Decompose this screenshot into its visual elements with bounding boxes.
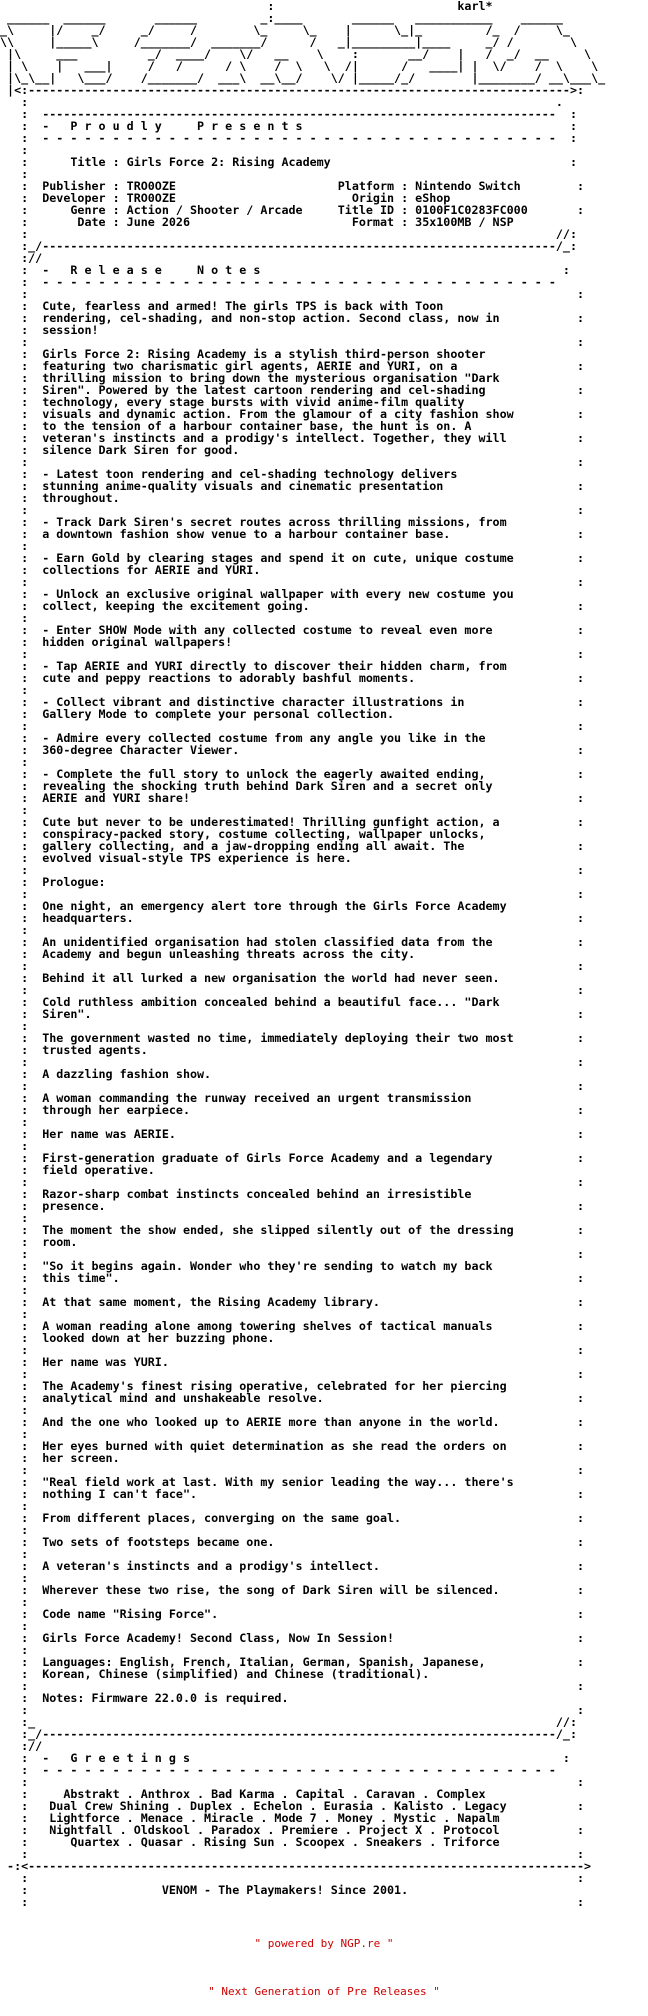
nfo-line: : bbox=[0, 1403, 29, 1417]
nfo-line: : rendering, cel-shading, and non-stop action. Second class, now in : bbox=[0, 311, 585, 325]
nfo-line: : stunning anime-quality visuals and cinematic presentation : bbox=[0, 479, 585, 493]
nfo-line: : Her eyes burned with quiet determination as she read the orders on : bbox=[0, 1439, 585, 1453]
nfo-line: : AERIE and YURI share! : bbox=[0, 791, 585, 805]
nfo-line: :_/-------------------------------------------------------------------------/_: bbox=[0, 1727, 577, 1741]
nfo-line: : "Real field work at last. With my senior leading the way... there's bbox=[0, 1475, 514, 1489]
nfo-line: : - Latest toon rendering and cel-shading technology delivers bbox=[0, 467, 458, 481]
nfo-line: : Cold ruthless ambition concealed behind a beautiful face... "Dark bbox=[0, 995, 500, 1009]
nfo-line: : At that same moment, the Rising Academy library. : bbox=[0, 1295, 585, 1309]
nfo-line: : trusted agents. bbox=[0, 1043, 148, 1057]
nfo-line: : bbox=[0, 611, 29, 625]
nfo-line: : session! bbox=[0, 323, 99, 337]
nfo-line: : - - - - - - - - - - - - - - - - - - - - - - - - - - - - - - - - - - - - - bbox=[0, 1763, 556, 1777]
nfo-line: : - Track Dark Siren's secret routes across thrilling missions, from bbox=[0, 515, 507, 529]
nfo-line: : : bbox=[0, 335, 585, 349]
nfo-line: : bbox=[0, 683, 29, 697]
nfo-line: : presence. : bbox=[0, 1199, 585, 1213]
nfo-line: : visuals and dynamic action. From the glamour of a city fashion show : bbox=[0, 407, 585, 421]
nfo-line: : conspiracy-packed story, costume collecting, wallpaper unlocks, bbox=[0, 827, 486, 841]
nfo-line: : Title : Girls Force 2: Rising Academy : bbox=[0, 155, 577, 169]
nfo-line: ______ ______ ______ _:____ ______ ___________ ______ bbox=[0, 11, 563, 25]
nfo-line: : : bbox=[0, 959, 585, 973]
nfo-line: : Developer : TRO0OZE Origin : eShop bbox=[0, 191, 451, 205]
nfo-line: : And the one who looked up to AERIE more than anyone in the world. : bbox=[0, 1415, 585, 1429]
nfo-line: -:<-------------------------------------------------------------------------------> bbox=[0, 1859, 592, 1873]
nfo-line: : - Unlock an exclusive original wallpaper with every new costume you bbox=[0, 587, 514, 601]
nfo-line: : : bbox=[0, 1463, 585, 1477]
nfo-line: : nothing I can't face". : bbox=[0, 1487, 585, 1501]
nfo-line: : room. bbox=[0, 1235, 78, 1249]
nfo-line: : technology, every stage bursts with vivid anime-film quality bbox=[0, 395, 465, 409]
nfo-line: : headquarters. : bbox=[0, 911, 585, 925]
nfo-line: : bbox=[0, 1595, 29, 1609]
nfo-line: : - Complete the full story to unlock the eagerly awaited ending, : bbox=[0, 767, 585, 781]
nfo-line: : Academy and begun unleashing threats across the city. bbox=[0, 947, 416, 961]
nfo-line: : : bbox=[0, 1079, 585, 1093]
nfo-line: : An unidentified organisation had stolen classified data from the : bbox=[0, 935, 585, 949]
nfo-line: : her screen. bbox=[0, 1451, 120, 1465]
nfo-line: : bbox=[0, 1427, 29, 1441]
nfo-line: : - Collect vibrant and distinctive character illustrations in : bbox=[0, 695, 585, 709]
nfo-line: : collect, keeping the excitement going. : bbox=[0, 599, 585, 613]
nfo-line: : Wherever these two rise, the song of Dark Siren will be silenced. : bbox=[0, 1583, 585, 1597]
nfo-line: : bbox=[0, 1019, 29, 1033]
nfo-line: : thrilling mission to bring down the mysterious organisation "Dark bbox=[0, 371, 500, 385]
nfo-line: |\_\__| \___/ /_______/ ___\ __\__/ \/ |_____/_/ |________/ __\___\_ bbox=[0, 71, 606, 85]
nfo-line: : ------------------------------------------------------------------------- : bbox=[0, 107, 577, 121]
nfo-line: : - - - - - - - - - - - - - - - - - - - - - - - - - - - - - - - - - - - - - : bbox=[0, 131, 577, 145]
nfo-line: : : bbox=[0, 1871, 585, 1885]
nfo-line: : through her earpiece. : bbox=[0, 1103, 585, 1117]
nfo-line: : - G r e e t i n g s : bbox=[0, 1751, 570, 1765]
nfo-line: : - P r o u d l y P r e s e n t s : bbox=[0, 119, 577, 133]
nfo-line: : Girls Force 2: Rising Academy is a stylish third-person shooter bbox=[0, 347, 486, 361]
nfo-line: : bbox=[0, 1283, 29, 1297]
nfo-line: : : bbox=[0, 1055, 585, 1069]
nfo-line: : : bbox=[0, 1775, 585, 1789]
nfo-line: : : bbox=[0, 887, 585, 901]
nfo-line: : : bbox=[0, 503, 585, 517]
nfo-line: : : bbox=[0, 863, 585, 877]
nfo-line: : looked down at her buzzing phone. bbox=[0, 1331, 275, 1345]
nfo-line: : Cute but never to be underestimated! Thrilling gunfight action, a : bbox=[0, 815, 585, 829]
nfo-line: : Lightforce . Menace . Miracle . Mode 7 . Money . Mystic . Napalm bbox=[0, 1811, 500, 1825]
nfo-line: : field operative. bbox=[0, 1163, 155, 1177]
nfo-line: : Gallery Mode to complete your personal collection. bbox=[0, 707, 395, 721]
nfo-line: : : bbox=[0, 455, 585, 469]
nfo-line: |\ ___ _/ ____/ \/ __ \ : __/ | / _/ __ \ bbox=[0, 47, 592, 61]
footer-tagline: " Next Generation of Pre Releases " bbox=[208, 1985, 440, 1998]
nfo-line: : to the tension of a harbour container base, the hunt is on. A bbox=[0, 419, 472, 433]
nfo-line: : The Academy's finest rising operative, celebrated for her piercing bbox=[0, 1379, 507, 1393]
nfo-line: : Her name was YURI. bbox=[0, 1355, 169, 1369]
nfo-line: : bbox=[0, 1307, 29, 1321]
nfo-line: : First-generation graduate of Girls Force Academy and a legendary : bbox=[0, 1151, 585, 1165]
nfo-line: : bbox=[0, 539, 29, 553]
footer-powered-by: " powered by NGP.re " bbox=[254, 1937, 394, 1950]
nfo-line: : : bbox=[0, 1703, 585, 1717]
nfo-line: : : bbox=[0, 1367, 585, 1381]
nfo-line: : gallery collecting, and a jaw-dropping ending all await. The : bbox=[0, 839, 585, 853]
nfo-line: : : bbox=[0, 1175, 585, 1189]
nfo-line: : silence Dark Siren for good. bbox=[0, 443, 240, 457]
nfo-line: : Siren". Powered by the latest cartoon rendering and cel-shading : bbox=[0, 383, 585, 397]
nfo-line: : The moment the show ended, she slipped silently out of the dressing : bbox=[0, 1223, 585, 1237]
nfo-line: : - - - - - - - - - - - - - - - - - - - - - - - - - - - - - - - - - - - - - bbox=[0, 275, 556, 289]
nfo-line: : A woman reading alone among towering shelves of tactical manuals : bbox=[0, 1319, 585, 1333]
nfo-line: : collections for AERIE and YURI. bbox=[0, 563, 261, 577]
nfo-line: : revealing the shocking truth behind Dark Siren and a secret only bbox=[0, 779, 493, 793]
nfo-line: : this time". : bbox=[0, 1271, 585, 1285]
nfo-line: : "So it begins again. Wonder who they're sending to watch my back bbox=[0, 1259, 493, 1273]
nfo-line: : Her name was AERIE. : bbox=[0, 1127, 585, 1141]
nfo-line: : bbox=[0, 755, 29, 769]
nfo-line: : karl* bbox=[0, 0, 493, 13]
nfo-line: : Korean, Chinese (simplified) and Chinese (traditional). bbox=[0, 1667, 430, 1681]
nfo-line: : bbox=[0, 1571, 29, 1585]
nfo-line: : : bbox=[0, 983, 585, 997]
nfo-line: :// bbox=[0, 1739, 43, 1753]
nfo-line: : : bbox=[0, 647, 585, 661]
nfo-line: _\ |/ _/ _/ / \_ \_ | \_|_ /_ / \_ bbox=[0, 23, 570, 37]
nfo-line: : : bbox=[0, 1679, 585, 1693]
nfo-line: \\ |_____\ /_______/ _______/ / _|_________|____ _/ / \ bbox=[0, 35, 577, 49]
nfo-line: : - R e l e a s e N o t e s : bbox=[0, 263, 570, 277]
nfo-line: : bbox=[0, 923, 29, 937]
nfo-line: : Notes: Firmware 22.0.0 is required. bbox=[0, 1691, 289, 1705]
nfo-line: : Nightfall . Oldskool . Paradox . Premiere . Project X . Protocol : bbox=[0, 1823, 585, 1837]
nfo-line: : bbox=[0, 1523, 29, 1537]
nfo-line: : Date : June 2026 Format : 35x100MB / NSP bbox=[0, 215, 514, 229]
nfo-line: : hidden original wallpapers! bbox=[0, 635, 233, 649]
nfo-line: : Genre : Action / Shooter / Arcade Title ID : 0100F1C0283FC000 : bbox=[0, 203, 585, 217]
nfo-line: : veteran's instincts and a prodigy's intellect. Together, they will : bbox=[0, 431, 585, 445]
nfo-line: : a downtown fashion show venue to a harbour container base. : bbox=[0, 527, 585, 541]
nfo-line: : cute and peppy reactions to adorably bashful moments. : bbox=[0, 671, 585, 685]
nfo-line: : Girls Force Academy! Second Class, Now In Session! : bbox=[0, 1631, 585, 1645]
footer bbox=[0, 1904, 648, 2016]
nfo-line: : Cute, fearless and armed! The girls TPS is back with Toon bbox=[0, 299, 444, 313]
nfo-line: : : bbox=[0, 719, 585, 733]
nfo-line: : The government wasted no time, immediately deploying their two most : bbox=[0, 1031, 585, 1045]
nfo-line: : bbox=[0, 143, 29, 157]
nfo-line: : Behind it all lurked a new organisation the world had never seen. bbox=[0, 971, 500, 985]
nfo-line: : A dazzling fashion show. bbox=[0, 1067, 212, 1081]
nfo-line: : : bbox=[0, 1247, 585, 1261]
nfo-line: : analytical mind and unshakeable resolve. : bbox=[0, 1391, 585, 1405]
nfo-line: : One night, an emergency alert tore through the Girls Force Academy bbox=[0, 899, 507, 913]
nfo-line: :_ //: bbox=[0, 1715, 577, 1729]
nfo-line: : bbox=[0, 167, 29, 181]
nfo-line: : VENOM - The Playmakers! Since 2001. bbox=[0, 1883, 409, 1897]
nfo-line: : A veteran's instincts and a prodigy's intellect. : bbox=[0, 1559, 585, 1573]
nfo-line: : evolved visual-style TPS experience is here. bbox=[0, 851, 352, 865]
nfo-line: : bbox=[0, 1211, 29, 1225]
nfo-line: : : bbox=[0, 1847, 585, 1861]
nfo-line: : Code name "Rising Force". : bbox=[0, 1607, 585, 1621]
nfo-line: : . bbox=[0, 95, 563, 109]
nfo-line: : Prologue: bbox=[0, 875, 106, 889]
nfo-line: : A woman commanding the runway received an urgent transmission bbox=[0, 1091, 472, 1105]
nfo-line: : bbox=[0, 1547, 29, 1561]
nfo-line: : //: bbox=[0, 227, 577, 241]
nfo-line: : - Admire every collected costume from any angle you like in the bbox=[0, 731, 486, 745]
nfo-line: : featuring two charismatic girl agents, AERIE and YURI, on a : bbox=[0, 359, 585, 373]
nfo-line: : : bbox=[0, 287, 585, 301]
nfo-line: : throughout. bbox=[0, 491, 120, 505]
nfo-line: : From different places, converging on the same goal. : bbox=[0, 1511, 585, 1525]
nfo-line: :// bbox=[0, 251, 43, 265]
nfo-line: : : bbox=[0, 575, 585, 589]
nfo-line: : - Tap AERIE and YURI directly to discover their hidden charm, from bbox=[0, 659, 507, 673]
nfo-line: : bbox=[0, 1643, 29, 1657]
nfo-line: : Two sets of footsteps became one. : bbox=[0, 1535, 585, 1549]
nfo-line: : - Enter SHOW Mode with any collected costume to reveal even more : bbox=[0, 623, 585, 637]
nfo-line: : Razor-sharp combat instincts concealed behind an irresistible bbox=[0, 1187, 472, 1201]
nfo-line: : bbox=[0, 1619, 29, 1633]
nfo-line: : bbox=[0, 1115, 29, 1129]
nfo-line: | \ | ___| / / / \ / \ \ /| / ____| | \/ / \ \ bbox=[0, 59, 599, 73]
nfo-line: : bbox=[0, 1499, 29, 1513]
nfo-line: : : bbox=[0, 1895, 585, 1909]
nfo-line: : Languages: English, French, Italian, German, Spanish, Japanese, : bbox=[0, 1655, 585, 1669]
nfo-line: : 360-degree Character Viewer. : bbox=[0, 743, 585, 757]
nfo-line: : Dual Crew Shining . Duplex . Echelon . Eurasia . Kalisto . Legacy : bbox=[0, 1799, 585, 1813]
nfo-line: : bbox=[0, 1139, 29, 1153]
nfo-line: : bbox=[0, 803, 29, 817]
nfo-line: |<:----------------------------------------------------------------------------->: bbox=[0, 83, 585, 97]
nfo-line: : : bbox=[0, 1343, 585, 1357]
nfo-line: :_/-------------------------------------------------------------------------/_: bbox=[0, 239, 577, 253]
nfo-line: : Siren". : bbox=[0, 1007, 585, 1021]
nfo-line: : Abstrakt . Anthrox . Bad Karma . Capital . Caravan . Complex bbox=[0, 1787, 486, 1801]
nfo-line: : Quartex . Quasar . Rising Sun . Scoopex . Sneakers . Triforce bbox=[0, 1835, 500, 1849]
nfo-line: : Publisher : TRO0OZE Platform : Nintendo Switch : bbox=[0, 179, 585, 193]
nfo-line: : - Earn Gold by clearing stages and spend it on cute, unique costume : bbox=[0, 551, 585, 565]
